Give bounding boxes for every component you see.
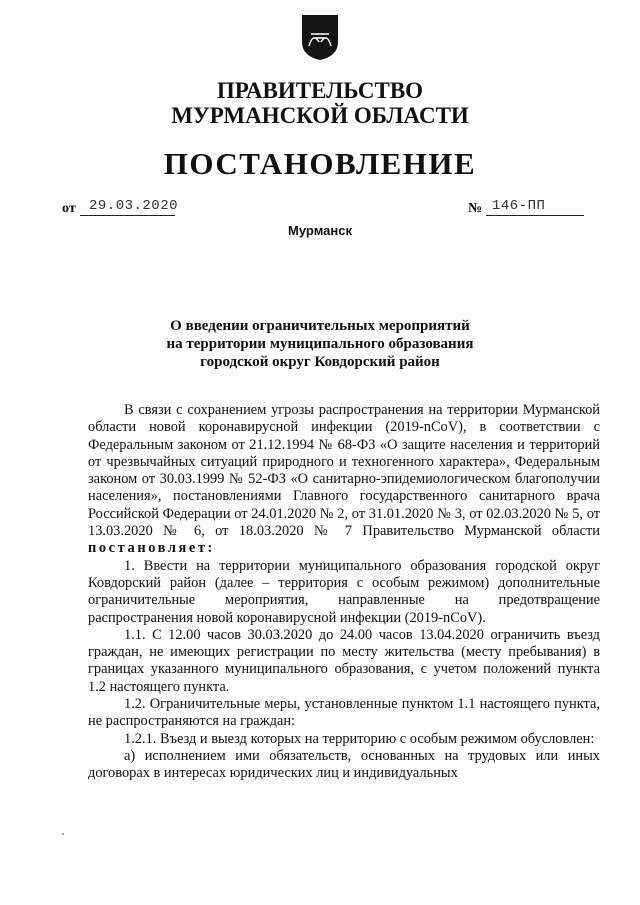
document-subject (0, 317, 640, 371)
date-prefix: от (62, 201, 76, 216)
preamble-text: В связи с сохранением угрозы распространения на территории Мурманской области новой коронавирусной инфекции (2019-nCoV), в соответствии с Федеральным законом от 21.12.1994 № 68-ФЗ «О защите населения и территорий от чрезвычайных ситуаций природного и техногенного характера», Федеральным законом от 30.03.1999 № 52-ФЗ «О санитарно-эпидемиологическом благополучии населения», постановлениями Главного государственного санитарного врача Российской Федерации от 24.01.2020 № 2, от 31.01.2020 № 3, от 02.03.2020 № 5, от 13.03.2020 № 6, от 18.03.2020 № 7 Правительство Мурманской области (88, 402, 600, 540)
preamble-paragraph (88, 402, 600, 558)
number-underline (486, 215, 584, 216)
date-underline (80, 215, 175, 216)
org-name-line2: МУРМАНСКОЙ ОБЛАСТИ (171, 103, 469, 128)
document-number: 146-ПП (492, 198, 546, 214)
subject-line2: на территории муниципального образования (166, 336, 474, 352)
coat-of-arms-icon (299, 12, 341, 62)
clause-1-1: 1.1. С 12.00 часов 30.03.2020 до 24.00 часов 13.04.2020 ограничить въезд граждан, не имеющих регистрации по месту жительства (месту пребывания) в границах указанного муниципального образования, с учетом положений пункта 1.2 настоящего пункта. (88, 626, 600, 695)
clause-a: а) исполнением ими обязательств, основанных на трудовых или иных договорах в интересах юридических лиц и индивидуальных (88, 747, 600, 782)
document-type-title: ПОСТАНОВЛЕНИЕ (163, 146, 477, 181)
document-body (88, 402, 600, 783)
clause-1: 1. Ввести на территории муниципального образования городской округ Ковдорский район (далее – территория с особым режимом) дополнительные ограничительные мероприятия, направленные на предотвращение распространения новой коронавирусной инфекции (2019-nCoV). (88, 557, 600, 626)
scan-speck (62, 833, 64, 835)
org-name-line1: ПРАВИТЕЛЬСТВО (216, 78, 424, 103)
number-prefix: № (468, 201, 483, 216)
subject-line1: О введении ограничительных мероприятий (170, 318, 470, 334)
clause-1-2-1: 1.2.1. Въезд и выезд которых на территорию с особым режимом обусловлен: (124, 730, 595, 747)
document-date: 29.03.2020 (89, 198, 179, 214)
city-name: Мурманск (288, 223, 352, 238)
resolves-keyword: постановляет: (88, 540, 215, 557)
clause-1-2: 1.2. Ограничительные меры, установленные пунктом 1.1 настоящего пункта, не распространяются на граждан: (88, 696, 600, 730)
subject-line3: городской округ Ковдорский район (200, 354, 440, 370)
